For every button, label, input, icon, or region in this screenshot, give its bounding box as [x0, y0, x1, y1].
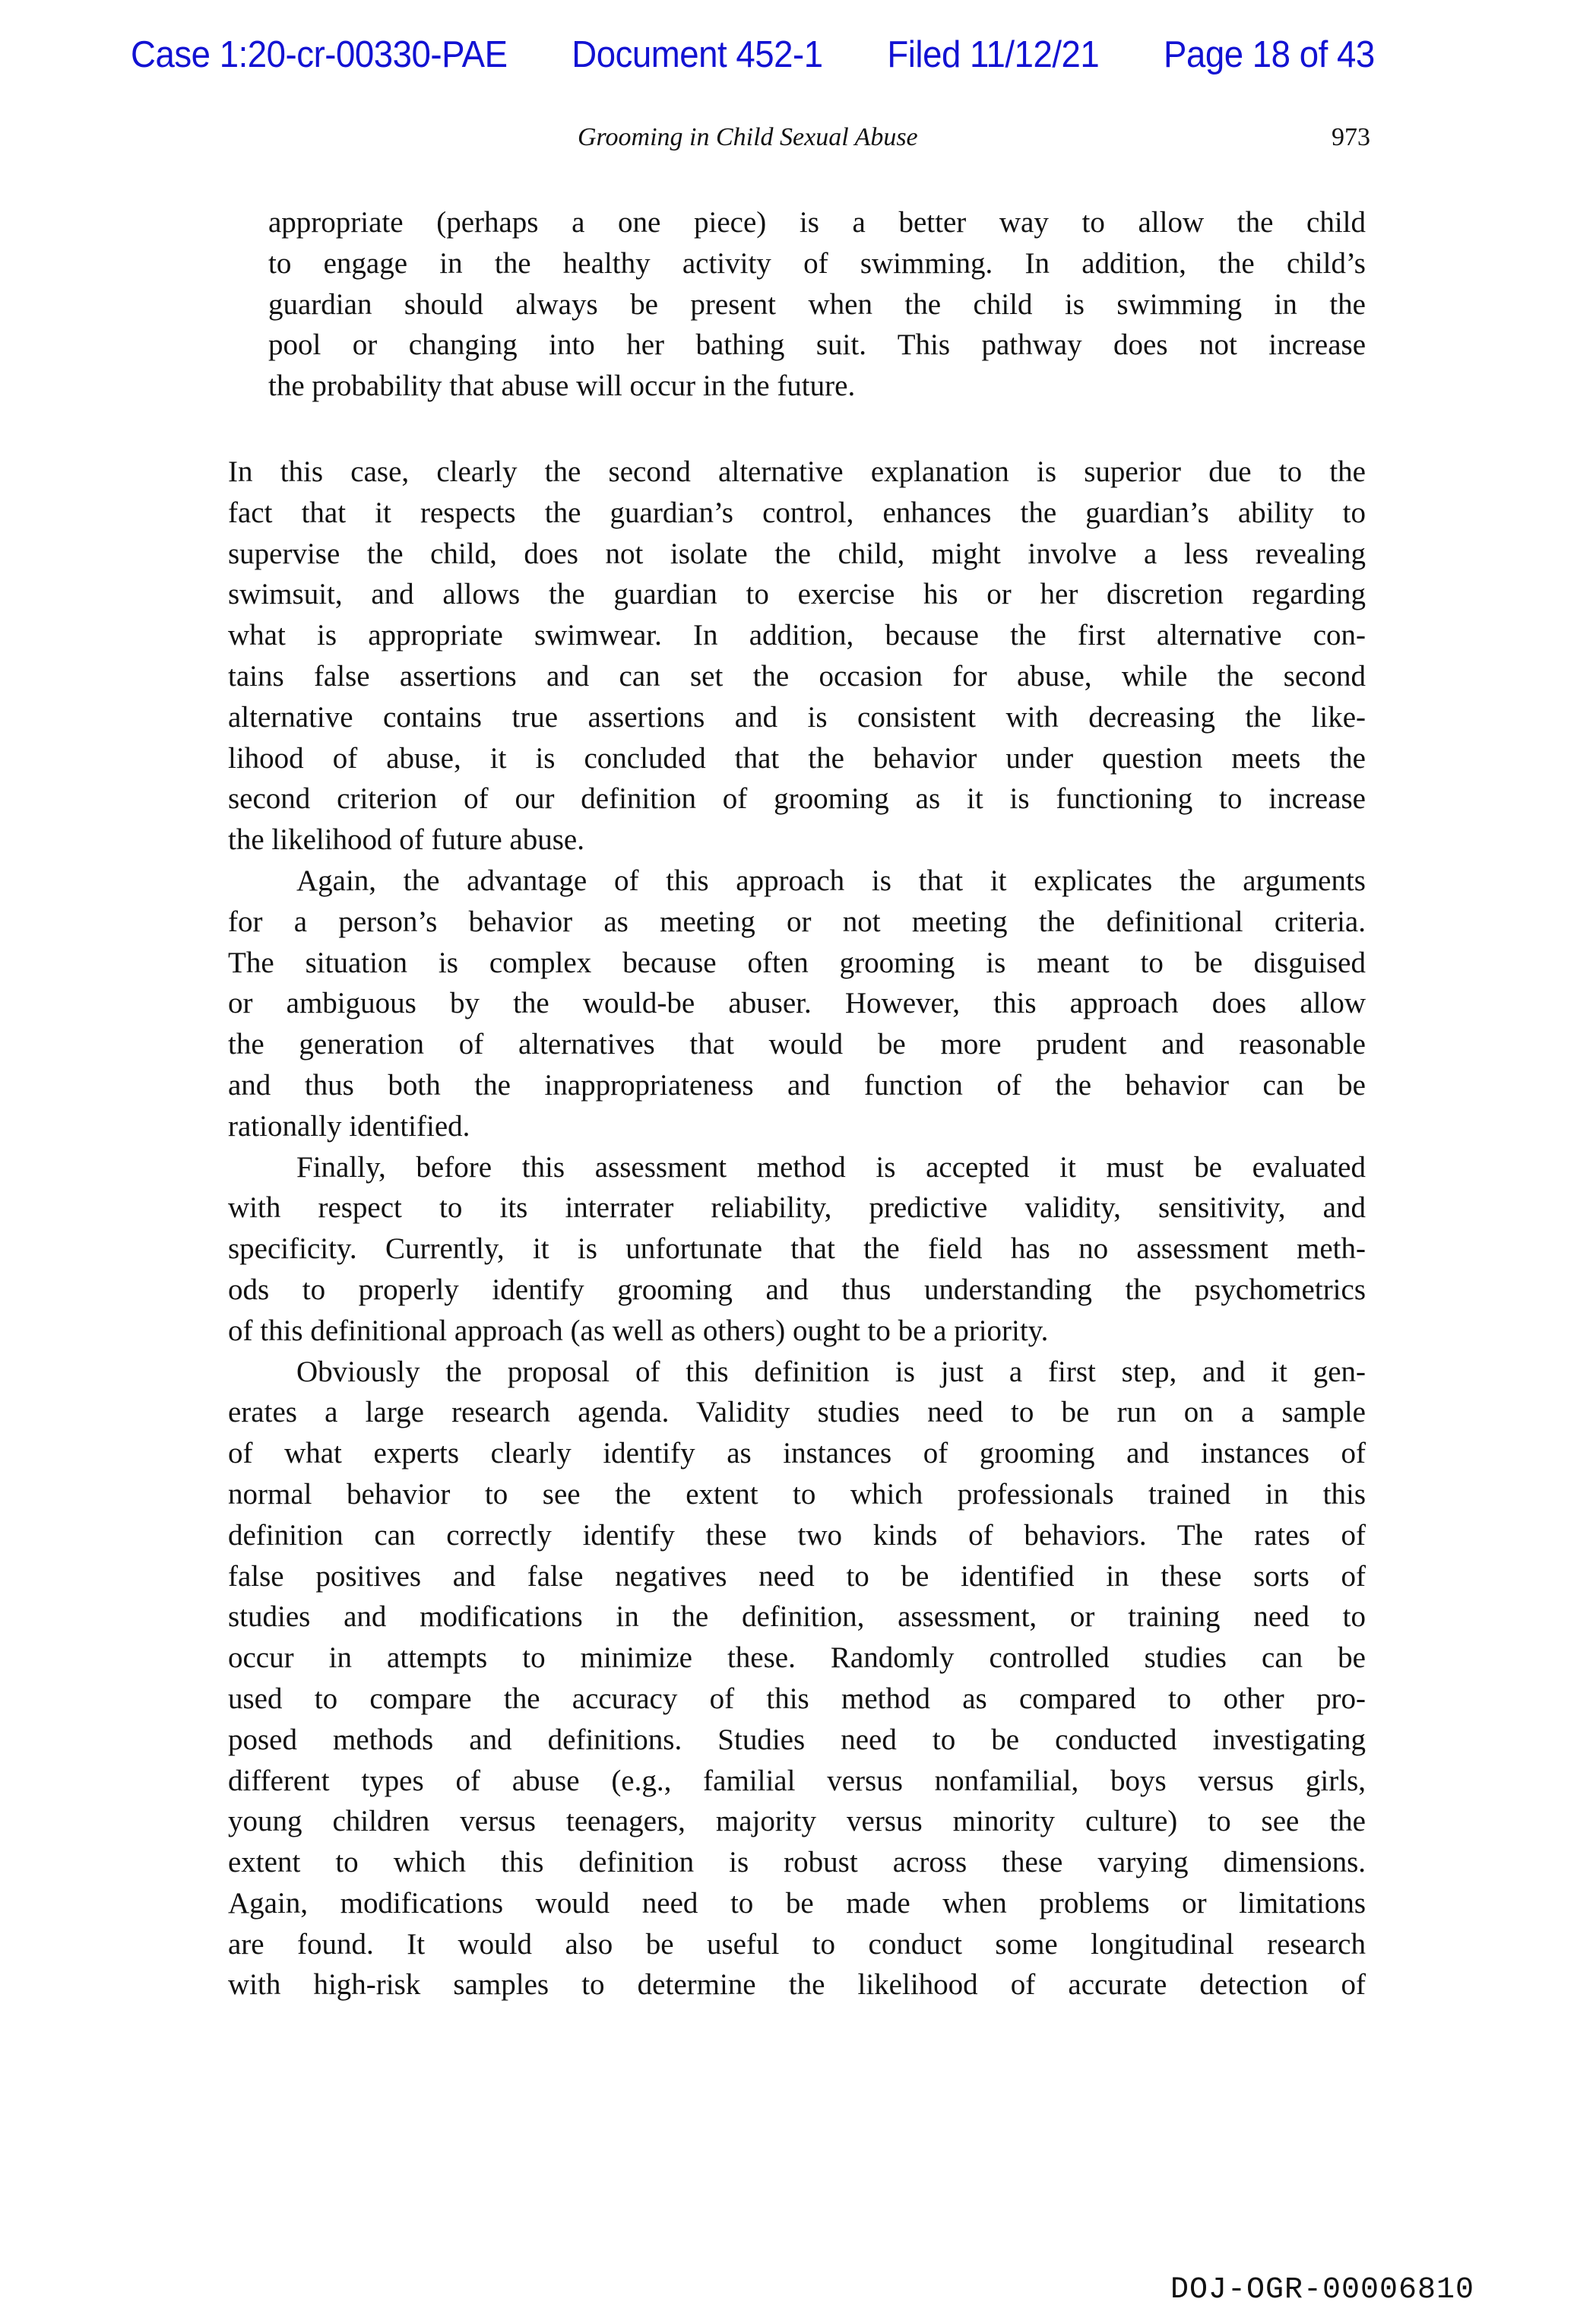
- page-count: Page 18 of 43: [1164, 34, 1375, 75]
- paragraph: [228, 1352, 1366, 2006]
- paragraph-line: different types of abuse (e.g., familial versus nonfamilial, boys versus girls,: [228, 1764, 1366, 1797]
- block-quote: [268, 202, 1366, 407]
- paragraph-line: the likelihood of future abuse.: [228, 823, 584, 857]
- paragraph-line: definition can correctly identify these two kinds of behaviors. The rates of: [228, 1518, 1366, 1552]
- paragraph: [228, 452, 1366, 861]
- paragraph-line: normal behavior to see the extent to which professionals trained in this: [228, 1477, 1366, 1511]
- block-quote-line: pool or changing into her bathing suit. This pathway does not increase: [268, 328, 1366, 362]
- paragraph-line: second criterion of our definition of grooming as it is functioning to increase: [228, 782, 1366, 816]
- body-text: [228, 452, 1366, 2005]
- paragraph-line: erates a large research agenda. Validity studies need to be run on a sample: [228, 1396, 1366, 1429]
- paragraph-line: alternative contains true assertions and is consistent with decreasing the like-: [228, 700, 1366, 734]
- paragraph-line: of this definitional approach (as well as others) ought to be a priority.: [228, 1314, 1049, 1347]
- paragraph-line: and thus both the inappropriateness and function of the behavior can be: [228, 1068, 1366, 1102]
- paragraph-line: with respect to its interrater reliability, predictive validity, sensitivity, and: [228, 1191, 1366, 1225]
- paragraph: [228, 1147, 1366, 1352]
- paragraph-line: supervise the child, does not isolate the child, might involve a less revealing: [228, 537, 1366, 570]
- paragraph-line: The situation is complex because often grooming is meant to be disguised: [228, 946, 1366, 979]
- document-number: Document 452-1: [572, 34, 823, 75]
- paragraph-line: rationally identified.: [228, 1109, 470, 1143]
- filing-header: [131, 33, 1375, 76]
- block-quote-line: guardian should always be present when the child is swimming in the: [268, 287, 1366, 321]
- running-head-title: Grooming in Child Sexual Abuse: [578, 123, 918, 151]
- paragraph-line: with high-risk samples to determine the likelihood of accurate detection of: [228, 1968, 1366, 2002]
- paragraph-line: studies and modifications in the definition, assessment, or training need to: [228, 1600, 1366, 1634]
- paragraph-line: swimsuit, and allows the guardian to exercise his or her discretion regarding: [228, 578, 1366, 611]
- paragraph-line: young children versus teenagers, majority versus minority culture) to see the: [228, 1805, 1366, 1838]
- paragraph-line: In this case, clearly the second alternative explanation is superior due to the: [228, 455, 1366, 488]
- paragraph-line: Finally, before this assessment method is accepted it must be evaluated: [296, 1150, 1366, 1184]
- case-number: Case 1:20-cr-00330-PAE: [131, 34, 508, 75]
- paragraph-line: for a person’s behavior as meeting or not meeting the definitional criteria.: [228, 905, 1366, 938]
- paragraph-line: what is appropriate swimwear. In addition, because the first alternative con-: [228, 619, 1366, 652]
- paragraph-line: false positives and false negatives need to be identified in these sorts of: [228, 1559, 1366, 1593]
- paragraph-line: the generation of alternatives that would be more prudent and reasonable: [228, 1028, 1366, 1061]
- paragraph-line: occur in attempts to minimize these. Randomly controlled studies can be: [228, 1641, 1366, 1675]
- paragraph-line: Obviously the proposal of this definition is just a first step, and it gen-: [296, 1355, 1366, 1388]
- bates-number: DOJ-OGR-00006810: [1170, 2273, 1475, 2307]
- block-quote-line: the probability that abuse will occur in the future.: [268, 369, 856, 403]
- page-number: 973: [1332, 123, 1370, 151]
- paragraph-line: specificity. Currently, it is unfortunate that the field has no assessment meth-: [228, 1232, 1366, 1266]
- paragraph-line: lihood of abuse, it is concluded that the behavior under question meets the: [228, 741, 1366, 775]
- paragraph-line: fact that it respects the guardian’s control, enhances the guardian’s ability to: [228, 496, 1366, 529]
- paragraph-line: of what experts clearly identify as instances of grooming and instances of: [228, 1437, 1366, 1470]
- paragraph-line: posed methods and definitions. Studies need to be conducted investigating: [228, 1723, 1366, 1756]
- paragraph-line: ods to properly identify grooming and thus understanding the psychometrics: [228, 1273, 1366, 1306]
- paragraph-line: extent to which this definition is robust across these varying dimensions.: [228, 1846, 1366, 1879]
- paragraph-line: tains false assertions and can set the occasion for abuse, while the second: [228, 659, 1366, 693]
- filed-date: Filed 11/12/21: [887, 34, 1100, 75]
- paragraph-line: are found. It would also be useful to conduct some longitudinal research: [228, 1927, 1366, 1961]
- block-quote-line: to engage in the healthy activity of swimming. In addition, the child’s: [268, 246, 1366, 280]
- paragraph-line: or ambiguous by the would-be abuser. However, this approach does allow: [228, 987, 1366, 1020]
- paragraph-line: Again, the advantage of this approach is that it explicates the arguments: [296, 864, 1366, 897]
- paragraph: [228, 861, 1366, 1147]
- paragraph-line: used to compare the accuracy of this method as compared to other pro-: [228, 1682, 1366, 1715]
- paragraph-line: Again, modifications would need to be made when problems or limitations: [228, 1886, 1366, 1920]
- block-quote-line: appropriate (perhaps a one piece) is a better way to allow the child: [268, 206, 1366, 239]
